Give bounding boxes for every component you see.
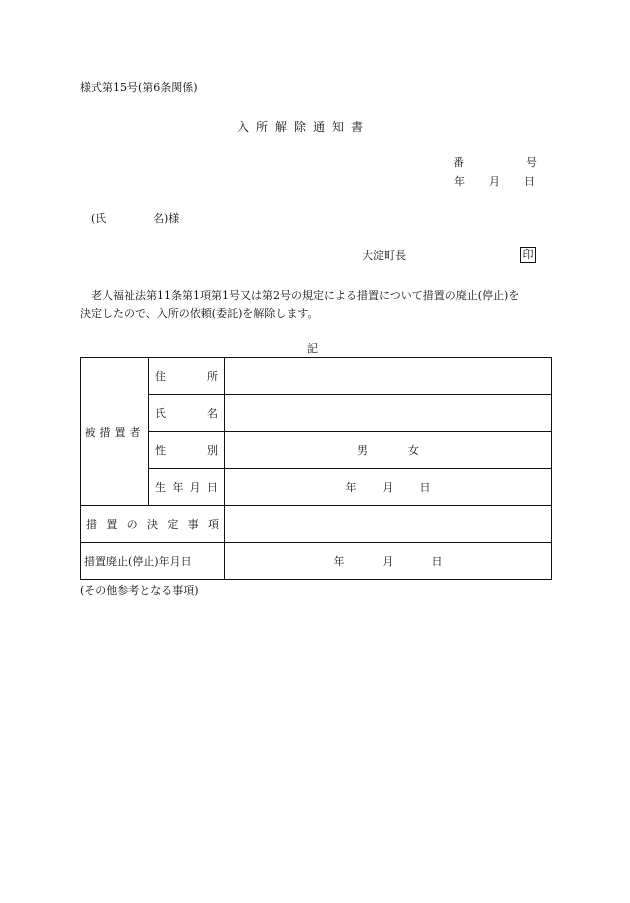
sex-label-char-1: 性 bbox=[155, 444, 166, 457]
date-day: 日 bbox=[524, 175, 535, 188]
decision-char-2: 置 bbox=[106, 518, 118, 531]
sex-label-char-2: 別 bbox=[207, 444, 218, 457]
body-line-2: 決定したので、入所の依頼(委託)を解除します。 bbox=[80, 307, 319, 320]
birth-label-char-3: 月 bbox=[189, 481, 201, 494]
addressee-close: 名)様 bbox=[153, 212, 180, 225]
decision-value-cell[interactable] bbox=[225, 506, 552, 543]
address-label-char-2: 所 bbox=[207, 370, 218, 383]
abolition-day-unit: 日 bbox=[431, 555, 443, 568]
decision-char-6: 事 bbox=[187, 518, 199, 531]
ki-heading: 記 bbox=[307, 342, 318, 355]
doc-number-go: 号 bbox=[526, 156, 537, 169]
address-value-cell[interactable] bbox=[225, 358, 552, 395]
record-table bbox=[80, 357, 552, 580]
document-title: 入所解除通知書 bbox=[237, 120, 371, 134]
decision-char-1: 措 bbox=[86, 518, 97, 531]
issuer-mayor: 大淀町長 bbox=[362, 249, 406, 262]
row-abolition-date bbox=[81, 543, 552, 580]
sex-value-cell[interactable] bbox=[225, 432, 552, 469]
birth-label-char-4: 日 bbox=[206, 481, 218, 494]
sex-label bbox=[149, 432, 225, 469]
decision-char-4: 決 bbox=[146, 518, 158, 531]
other-matters: (その他参考となる事項) bbox=[80, 584, 199, 597]
abolition-date-value-cell[interactable] bbox=[225, 543, 552, 580]
date-month: 月 bbox=[489, 175, 500, 188]
seal-mark: 印 bbox=[520, 247, 536, 263]
group-label-subject: 被措置者 bbox=[81, 358, 149, 506]
row-decision bbox=[81, 506, 552, 543]
decision-char-7: 項 bbox=[207, 518, 219, 531]
abolition-date-label: 措置廃止(停止)年月日 bbox=[81, 543, 225, 580]
birth-year-unit: 年 bbox=[345, 481, 357, 494]
addressee-open: (氏 bbox=[91, 212, 107, 225]
birth-label-char-2: 年 bbox=[172, 481, 184, 494]
sex-option-male[interactable]: 男 bbox=[357, 444, 368, 457]
row-name bbox=[81, 395, 552, 432]
body-line-1: 老人福祉法第11条第1項第1号又は第2号の規定による措置について措置の廃止(停止)を bbox=[91, 289, 520, 302]
form-number: 様式第15号(第6条関係) bbox=[80, 81, 198, 94]
name-value-cell[interactable] bbox=[225, 395, 552, 432]
decision-char-5: 定 bbox=[167, 518, 179, 531]
date-year: 年 bbox=[454, 175, 465, 188]
sex-option-female[interactable]: 女 bbox=[408, 444, 419, 457]
name-label bbox=[149, 395, 225, 432]
address-label bbox=[149, 358, 225, 395]
row-sex bbox=[81, 432, 552, 469]
address-label-char-1: 住 bbox=[155, 370, 166, 383]
birth-month-unit: 月 bbox=[382, 481, 394, 494]
birthdate-value-cell[interactable] bbox=[225, 469, 552, 506]
abolition-year-unit: 年 bbox=[333, 555, 345, 568]
abolition-month-unit: 月 bbox=[382, 555, 394, 568]
birth-day-unit: 日 bbox=[419, 481, 431, 494]
name-label-char-2: 名 bbox=[207, 407, 218, 420]
decision-char-3: の bbox=[126, 518, 138, 531]
row-birthdate bbox=[81, 469, 552, 506]
decision-label bbox=[81, 506, 225, 543]
body-text bbox=[80, 287, 555, 323]
doc-number-ban: 番 bbox=[453, 156, 464, 169]
name-label-char-1: 氏 bbox=[155, 407, 166, 420]
birth-label-char-1: 生 bbox=[155, 481, 166, 494]
birthdate-label bbox=[149, 469, 225, 506]
row-address bbox=[81, 358, 552, 395]
